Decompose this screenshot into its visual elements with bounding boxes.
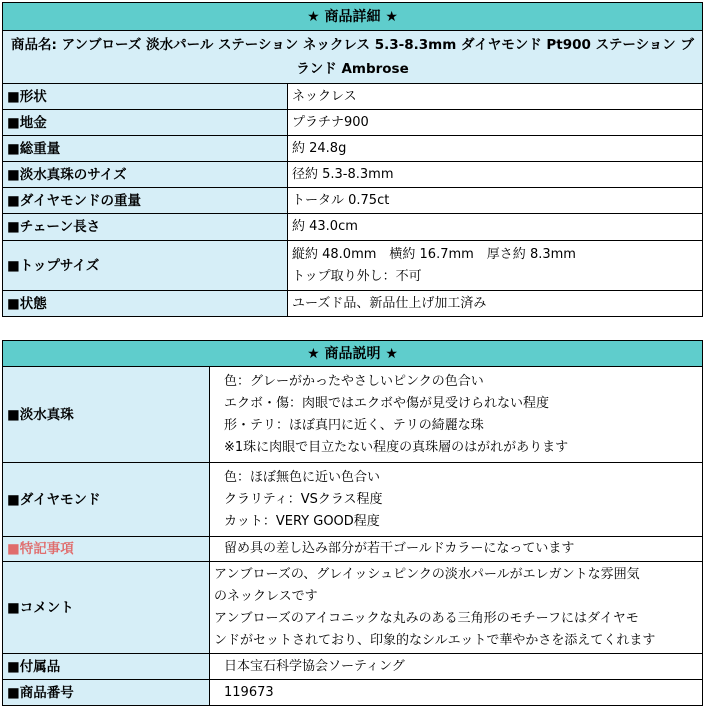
pearl-value xyxy=(210,367,703,463)
diamond-clarity: クラリティ：VSクラス程度 xyxy=(224,491,383,507)
pearl-label: ■淡水真珠 xyxy=(3,367,210,463)
accessories-value: 日本宝石科学協会ソーティング xyxy=(210,654,703,680)
pearl-note: ※1珠に肉眼で目立たない程度の真珠層のはがれがあります xyxy=(224,439,569,455)
condition-label: ■状態 xyxy=(3,291,288,317)
pearl-size-value: 径約 5.3-8.3mm xyxy=(288,162,703,188)
product-number-label: ■商品番号 xyxy=(3,680,210,706)
shape-label: ■形状 xyxy=(3,84,288,110)
top-size-removable: トップ取り外し：不可 xyxy=(292,268,422,284)
top-size-label: ■トップサイズ xyxy=(3,241,288,291)
metal-value: プラチナ900 xyxy=(288,110,703,136)
comment-line: のネックレスです xyxy=(214,588,318,604)
diamond-label: ■ダイヤモンド xyxy=(3,463,210,537)
total-weight-label: ■総重量 xyxy=(3,136,288,162)
top-size-value xyxy=(288,241,703,291)
special-notes-label: ■特記事項 xyxy=(3,537,210,562)
shape-value: ネックレス xyxy=(288,84,703,110)
pearl-blemish: エクボ・傷：肉眼ではエクボや傷が見受けられない程度 xyxy=(224,395,550,411)
pearl-shape: 形・テリ：ほぼ真円に近く、テリの綺麗な珠 xyxy=(224,417,484,433)
diamond-value xyxy=(210,463,703,537)
comment-value xyxy=(210,562,703,654)
details-header: ★ 商品詳細 ★ xyxy=(3,3,703,31)
description-header: ★ 商品説明 ★ xyxy=(3,341,703,367)
diamond-weight-value: トータル 0.75ct xyxy=(288,188,703,214)
pearl-size-label: ■淡水真珠のサイズ xyxy=(3,162,288,188)
chain-length-label: ■チェーン長さ xyxy=(3,214,288,241)
comment-line: アンブローズのアイコニックな丸みのある三角形のモチーフにはダイヤモ xyxy=(214,610,639,626)
chain-length-value: 約 43.0cm xyxy=(288,214,703,241)
comment-line: アンブローズの、グレイッシュピンクの淡水パールがエレガントな雰囲気 xyxy=(214,566,640,582)
special-notes-value: 留め具の差し込み部分が若干ゴールドカラーになっています xyxy=(210,537,703,562)
diamond-color: 色：ほぼ無色に近い色合い xyxy=(224,469,381,485)
pearl-color: 色：グレーがかったやさしいピンクの色合い xyxy=(224,373,484,389)
condition-value: ユーズド品、新品仕上げ加工済み xyxy=(288,291,703,317)
product-details-table xyxy=(2,2,703,317)
metal-label: ■地金 xyxy=(3,110,288,136)
comment-label: ■コメント xyxy=(3,562,210,654)
product-description-table xyxy=(2,340,703,706)
product-number-value: 119673 xyxy=(210,680,703,706)
accessories-label: ■付属品 xyxy=(3,654,210,680)
product-name: 商品名: アンブローズ 淡水パール ステーション ネックレス 5.3-8.3mm ダイヤモンド Pt900 ステーション ブランド Ambrose xyxy=(3,31,703,84)
diamond-weight-label: ■ダイヤモンドの重量 xyxy=(3,188,288,214)
top-size-dimensions: 縦約 48.0mm 横約 16.7mm 厚さ約 8.3mm xyxy=(292,246,576,262)
total-weight-value: 約 24.8g xyxy=(288,136,703,162)
diamond-cut: カット：VERY GOOD程度 xyxy=(224,513,380,529)
comment-line: ンドがセットされており、印象的なシルエットで華やかさを添えてくれます xyxy=(214,632,656,648)
